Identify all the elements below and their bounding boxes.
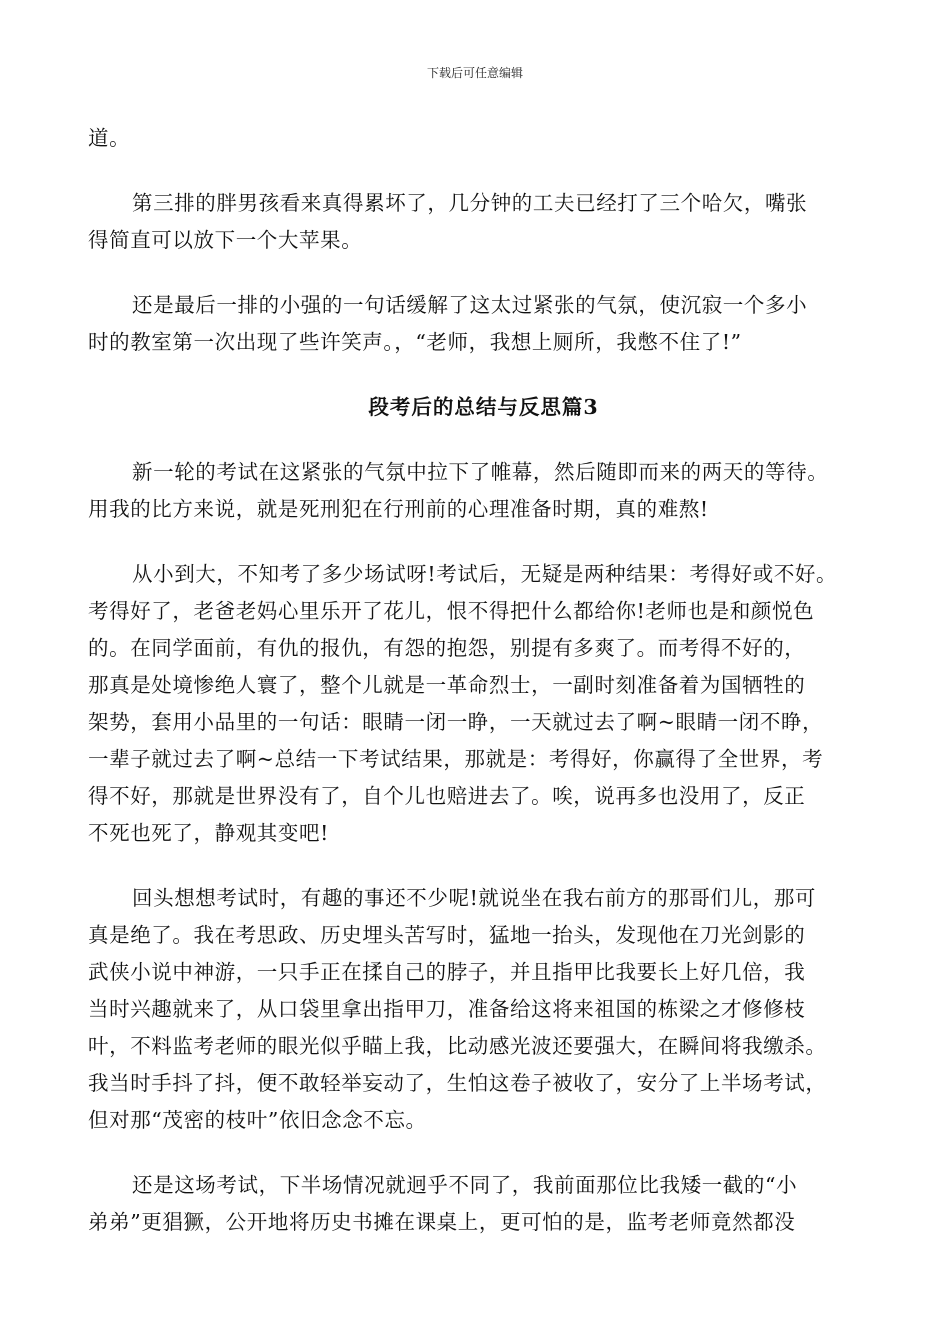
text-line: 道。 [88, 126, 131, 150]
text-line: 叶，不料监考老师的眼光似乎瞄上我，比动感光波还要强大，在瞬间将我缴杀。 [88, 1034, 827, 1058]
text-line: 考得好了，老爸老妈心里乐开了花儿，恨不得把什么都给你!老师也是和颜悦色 [88, 599, 815, 623]
text-line: 新一轮的考试在这紧张的气氛中拉下了帷幕，然后随即而来的两天的等待。 [132, 460, 829, 484]
text-line: 一辈子就过去了啊~总结一下考试结果，那就是：考得好，你赢得了全世界，考 [88, 747, 824, 771]
paragraph [88, 454, 863, 528]
text-line: 弟弟”更猖獗，公开地将历史书摊在课桌上，更可怕的是，监考老师竟然都没 [88, 1210, 796, 1234]
paragraph [88, 120, 863, 157]
text-line: 武侠小说中神游，一只手正在揉自己的脖子，并且指甲比我要长上好几倍，我 [88, 960, 806, 984]
page-header: 下载后可任意编辑 [426, 66, 523, 80]
text-line: 时的教室第一次出现了些许笑声。，“老师，我想上厕所，我憋不住了!” [88, 330, 742, 354]
text-line: 架势，套用小品里的一句话：眼睛一闭一睁，一天就过去了啊~眼睛一闭不睁， [88, 710, 824, 734]
text-line: 真是绝了。我在考思政、历史埋头苦写时，猛地一抬头，发现他在刀光剑影的 [88, 923, 806, 947]
section-title: 段考后的总结与反思篇3 [368, 395, 599, 419]
text-line: 回头想想考试时，有趣的事还不少呢!就说坐在我右前方的那哥们儿，那可 [132, 886, 817, 910]
text-line: 不死也死了，静观其变吧! [88, 821, 329, 845]
text-line: 还是最后一排的小强的一句话缓解了这太过紧张的气氛，使沉寂一个多小 [132, 293, 808, 317]
text-line: 得不好，那就是世界没有了，自个儿也赔进去了。唉，说再多也没用了，反正 [88, 784, 806, 808]
document-body [88, 120, 863, 1241]
paragraph [88, 185, 863, 259]
text-line: 还是这场考试，下半场情况就迥乎不同了，我前面那位比我矮一截的“小 [132, 1173, 798, 1197]
text-line: 第三排的胖男孩看来真得累坏了，几分钟的工夫已经打了三个哈欠，嘴张 [132, 191, 808, 215]
text-line: 从小到大，不知考了多少场试呀!考试后，无疑是两种结果：考得好或不好。 [132, 562, 838, 586]
text-line: 当时兴趣就来了，从口袋里拿出指甲刀，准备给这将来祖国的栋梁之才修修枝 [88, 997, 806, 1021]
text-line: 我当时手抖了抖，便不敢轻举妄动了，生怕这卷子被收了，安分了上半场考试， [88, 1071, 827, 1095]
paragraph [88, 880, 863, 1139]
text-line: 得简直可以放下一个大苹果。 [88, 228, 363, 252]
text-line: 但对那“茂密的枝叶”依旧念念不忘。 [88, 1108, 427, 1132]
text-line: 的。在同学面前，有仇的报仇，有怨的抱怨，别提有多爽了。而考得不好的， [88, 636, 806, 660]
paragraph [88, 287, 863, 361]
text-line: 那真是处境惨绝人寰了，整个儿就是一革命烈士，一副时刻准备着为国牺牲的 [88, 673, 806, 697]
text-line: 用我的比方来说，就是死刑犯在行刑前的心理准备时期，真的难熬! [88, 497, 709, 521]
paragraph [88, 556, 863, 852]
paragraph [88, 1167, 863, 1241]
